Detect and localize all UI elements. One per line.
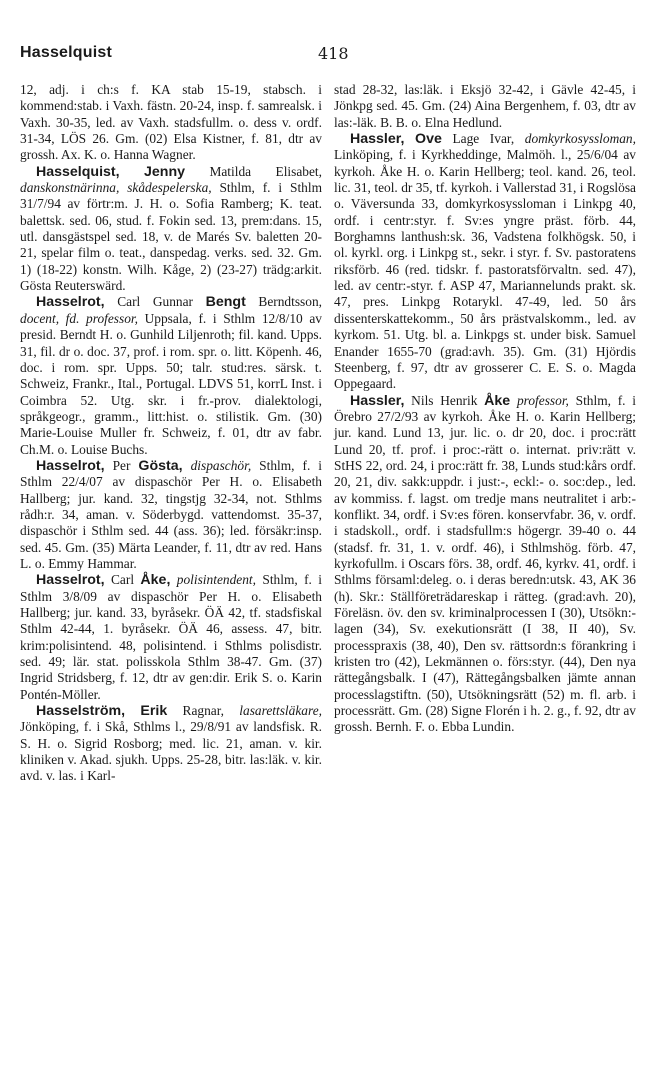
entry-hasselrot-bengt	[20, 294, 322, 457]
entry-surname: Hassler,	[350, 131, 405, 148]
entry-hasselrot-gosta	[20, 458, 322, 572]
entry-other-names: Lage Ivar,	[441, 131, 515, 147]
entry-text: Jönköping, f. i Skå, Sthlms l., 29/8/91 av landsfisk. R. S. H. o. Sigrid Rosborg; med. lic. 21, aman. v. kir. kliniken v. Akad. sjukh. Upps. 25-28, bitr. las:läk. v. kir. avd. v. las. i Karl-	[20, 719, 322, 784]
entry-surname: Hasselrot,	[36, 294, 105, 311]
entry-surname: Hasselström,	[36, 703, 126, 720]
entry-given-name: Åke,	[140, 572, 171, 589]
right-column	[334, 82, 636, 736]
entry-text: stad 28-32, las:läk. i Eksjö 32-42, i Gävle 42-45, i Jönkpg sed. 45. Gm. (24) Aina Bergenhem, f. 03, dtr av las:-läk. B. B. o. Elna Hedlund.	[334, 82, 636, 130]
entry-other-names-pre: Per	[104, 457, 139, 473]
entry-given-name: Ove	[415, 131, 442, 148]
entry-hasselrot-ake	[20, 572, 322, 703]
entry-text: 12, adj. i ch:s f. KA stab 15-19, stabsch. i kommend:stab. i Vaxh. fästn. 20-24, insp. f. samrealsk. i Vaxh. 30-35, led. av Vaxh. stadsfullm. o. dess v. ordf. 31-34, LÖS 26. Gm. (02) Elsa Kistner, f. 81, dtr av grossh. Ax. K. o. Hanna Wagner.	[20, 82, 322, 163]
entry-given-name: Gösta,	[138, 457, 183, 474]
entry-given-name: Bengt	[205, 294, 246, 311]
entry-given-name: Jenny	[144, 163, 186, 180]
entry-occupation: docent, fd. professor,	[20, 310, 138, 326]
entry-continuation	[20, 82, 322, 164]
entry-text: Sthlm, f. i Sthlm 31/7/94 av förtr:m. J. H. o. Sofia Ramberg; K. teat. balettsk. sed. 06, stud. f. Fokin sed. 13, prem:dans. 15, utl. dansgästspel sed. 18, v. de Marés Sv. baletten 20-21, spelar film o. teat., danspedag. verks. sed. 32. Gm. 1) (18-22) konstn. Wilh. Kåge, 2) (23-27) trädg:arkit. Gösta Reuterswärd.	[20, 180, 322, 294]
entry-text: Uppsala, f. i Sthlm 12/8/10 av presid. Berndt H. o. Gunhild Liljenroth; fil. kand. Upps. 31, fil. dr o. doc. 37, prof. i rom. spr. o. litt. Köpenh. 46, doc. i rom. spr. Upps. 50; talr. stud:res. särsk. t. Schweiz, Frankr., Ital., Portugal. LDVS 51, korrL Inst. i Coimbra 52. Utg. skr. i fr.-prov. dialektologi, språkgeogr., gramm., litt:hist. o. stilistik. Gm. (30) Marie-Louise Muller fr. Schweiz, f. 01, dtr av fabr. Ch.M. o. Louise Buchs.	[20, 310, 322, 457]
entry-occupation: domkyrkosyssloman,	[524, 131, 636, 147]
entry-text: Sthlm, f. i Sthlm 22/4/07 av dispaschör Per H. o. Elisabeth Hallberg; jur. kand. 32, tingstjg 32-34, not. Sthlms rådh:r. 34, aman. v. Söderbygd. vattendomst. 35-37, dispaschör i Sthlm sed. 44 (ass. 36); led. försäkr:insp. sed. 45. Gm. (35) Märta Leander, f. 11, dtr av red. Hans L. o. Emmy Hammar.	[20, 457, 323, 571]
entry-surname: Hasselrot,	[36, 572, 105, 589]
entry-other-names-pre: Nils Henrik	[404, 392, 485, 408]
entry-occupation: danskonstnärinna, skådespelerska,	[20, 180, 212, 196]
entry-occupation: lasarettsläkare,	[239, 703, 322, 719]
page-header	[20, 44, 636, 68]
entry-text: Sthlm, f. i Örebro 27/2/93 av kyrkoh. Åke H. o. Karin Hellberg; jur. kand. Lund 13, jur. lic. o. dr 20, doc. i proc:rätt Lund 20, tf. prof. i proc:-rätt o. internat. priv:rätt v. StHS 22, ord. 24, i proc:rätt fr. 38, Lunds stud:kårs ordf. 20, 21, div. sakk:uppdr. i just:-, eckl:- o. soc:dep., led. av kommiss. f. lagst. om tredje mans neutralitet i arb:-konflikt. 34, ordf. i Sv:es fören. konservfabr. 36, v. ordf. i stadskoll., ordf. i stadsfullm:s högergr. 39-40 o. 44 (stadsf. fr. 31, 1. v. ordf. 46), i Sthlmshög. förb. 47, kyrkofullm. i Oscars förs. 38, ordf. 46, kyrkv. 41, ordf. i Sthlms församl:deleg. o. i deras beredn:utsk. 43, AK 36 (h). Skr.: Ställföreträdareskap i rätteg. (grad:avh. 20), Föreläsn. öv. den sv. kriminalprocessen I (30), Utsökn:-lagen (34), Sv. exekutionsrätt (I 38, II 40), Sv. processpraxis (38, 40), Den sv. rättsordn:s förankring i kristen tro (42), Lekmännen o. förs:styr. (44), Den nya rättegångsbalk. I (47), Rättegångsbalken jämte annan processlagstiftn. (50), Utsökningsrätt (52) m. fl. arb. i processrätt. Gm. (28) Signe Florén i h. 2. g., f. 92, dtr av grossh. Bernh. F. o. Ebba Lundin.	[334, 392, 636, 735]
entry-hasselquist-jenny	[20, 164, 322, 295]
entry-other-names-pre: Carl	[104, 572, 141, 588]
entry-text: Linköping, f. i Kyrkheddinge, Malmöh. l., 25/6/04 av kyrkoh. Åke H. o. Karin Hellberg; teol. kand. 26, teol. lic. 31, teol. dr 35, tf. kyrkoh. i Vallerstad 31, i Rogslösa o. Väversunda 33, domkyrkosyssloman i Linkpg 40, ordf. i centr:styr. f. Sv:es yngre präst. förb. 44, Borghamns lanthush:sk. 36, Vadstena folkhögsk. 50, i ol. kyrkl. org. i Linkpg st., sekr. i styr. f. Sv. pastoratens riksförb. 46 (red. tidskr. f. pastoratsförvaltn. sed. 47), led. av centr:-styr. f. ASP 47, Mariannelunds prakt. sk. 47, pres. Linkpg Rotarykl. 47-49, led. 50 års dissenterskattekomm., 50 års prästvalskomm., led. av kyrkom. 51. Utg. bl. a. Linkpgs st. under bisk. Samuel Enander 1655-70 (grad:avh. 35). Gm. (31) Hjördis Steenberg, f. 97, dtr av grosserer C. E. S. o. Magda Oppegaard.	[334, 147, 636, 392]
entry-continuation	[334, 82, 636, 131]
entry-hassler-ove	[334, 131, 636, 393]
entry-occupation: polisintendent,	[176, 572, 256, 588]
entry-hasselstrom-erik	[20, 703, 322, 785]
entry-other-names: Matilda Elisabet,	[185, 163, 322, 179]
page-number: 418	[318, 44, 349, 63]
entry-surname: Hasselrot,	[36, 457, 105, 474]
entry-hassler-ake	[334, 393, 636, 736]
left-column	[20, 82, 322, 785]
entry-other-names: Berndtsson,	[245, 294, 322, 310]
entry-given-name: Erik	[140, 703, 168, 720]
entry-surname: Hasselquist,	[36, 163, 120, 180]
entry-text: Sthlm, f. i Sthlm 3/8/09 av dispaschör Per H. o. Elisabeth Hallberg; jur. kand. 33, byråsekr. ÖÄ 42, tf. stadsfiskal Sthlm 42-44, 1. byråsekr. ÖÄ 46, assess. 47, bitr. krim:polisintend. 48, polisintend. i Sthlms polisdistr. sed. 49; lär. stat. polisskola Sthlm 38-47. Gm. (37) Ingrid Stridsberg, f. 12, dtr av gen:dir. Erik S. o. Karin Pontén-Möller.	[20, 572, 322, 702]
entry-other-names-pre: Carl Gunnar	[104, 294, 206, 310]
entry-given-name: Åke	[484, 392, 511, 409]
entry-other-names: Ragnar,	[167, 703, 224, 719]
entry-occupation: professor,	[516, 392, 569, 408]
entry-surname: Hassler,	[350, 392, 405, 409]
running-head: Hasselquist	[20, 44, 113, 61]
entry-occupation: dispaschör,	[190, 457, 252, 473]
